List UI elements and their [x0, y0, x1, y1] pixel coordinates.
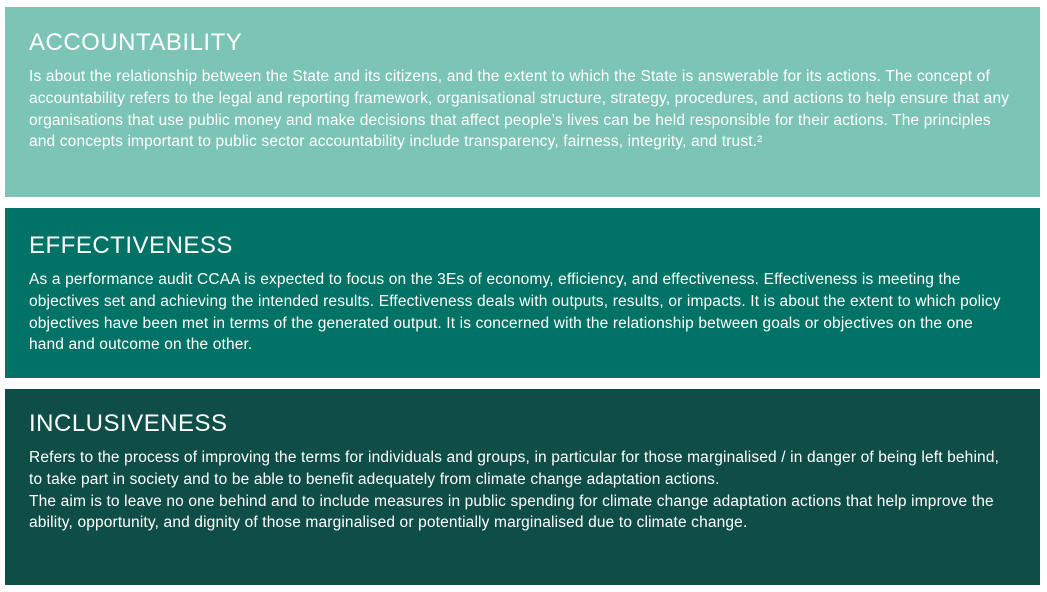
- accountability-heading: ACCOUNTABILITY: [29, 29, 243, 56]
- accountability-panel: [5, 7, 1040, 197]
- inclusiveness-text-2: The aim is to leave no one behind and to include measures in public spending for climate change adaptation actions that help improve the ability, opportunity, and dignity of those marginalised or potentially marginalised due to climate change.: [29, 492, 994, 532]
- effectiveness-text: As a performance audit CCAA is expected to focus on the 3Es of economy, efficiency, and effectiveness. Effectiveness is meeting the objectives set and achieving the intended results. Effectiveness deals with outputs, results, or impacts. It is about the extent to which policy objectives have been met in terms of the generated output. It is concerned with the relationship between goals or objectives on the one hand and outcome on the other.: [29, 271, 1001, 354]
- inclusiveness-panel: [5, 389, 1040, 585]
- effectiveness-panel: [5, 208, 1040, 378]
- effectiveness-heading: EFFECTIVENESS: [29, 232, 233, 259]
- accountability-text: Is about the relationship between the State and its citizens, and the extent to which the State is answerable for its actions. The concept of accountability refers to the legal and reporting framework, organisational structure, strategy, procedures, and actions to help ensure that any organisations that use public money and make decisions that affect people’s lives can be held responsible for their actions. The principles and concepts important to public sector accountability include transparency, fairness, integrity, and trust.²: [29, 68, 1010, 151]
- inclusiveness-text-1: Refers to the process of improving the terms for individuals and groups, in particular for those marginalised / in danger of being left behind, to take part in society and to be able to benefit adequately from climate change adaptation actions.: [29, 449, 1000, 488]
- inclusiveness-heading: INCLUSIVENESS: [29, 410, 228, 437]
